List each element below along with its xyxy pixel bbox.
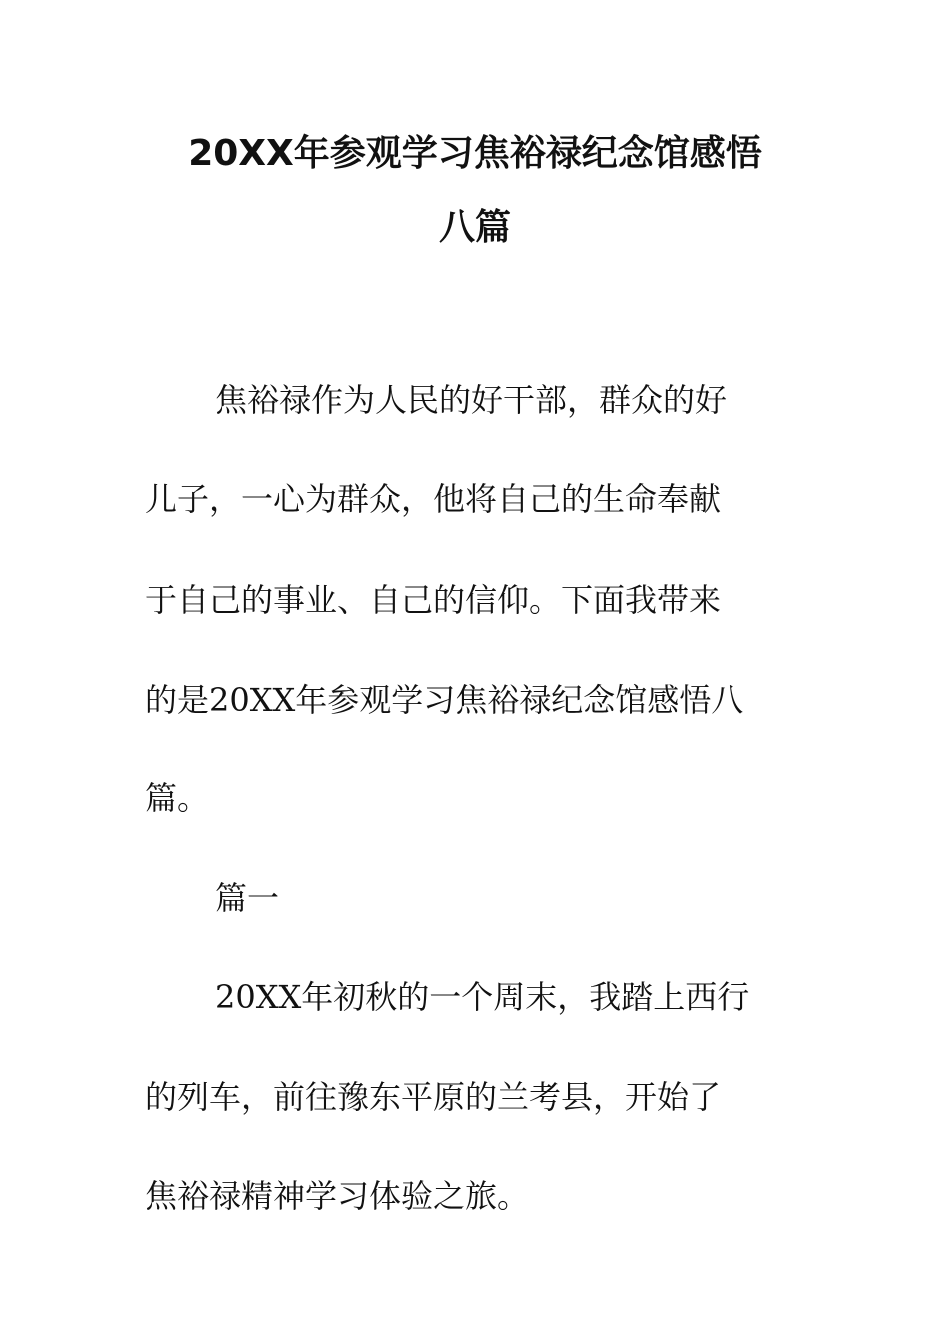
- section-1-line-2: 的列车，前往豫东平原的兰考县，开始了: [145, 1078, 722, 1116]
- section-1-line-1: 20XX年初秋的一个周末，我踏上西行: [215, 978, 750, 1016]
- intro-paragraph-line-3: 于自己的事业、自己的信仰。下面我带来: [145, 581, 722, 619]
- section-heading-1: 篇一: [215, 879, 280, 917]
- intro-paragraph-line-4: 的是20XX年参观学习焦裕禄纪念馆感悟八: [145, 681, 744, 719]
- intro-paragraph-line-2: 儿子，一心为群众，他将自己的生命奉献: [145, 480, 722, 518]
- section-1-line-3: 焦裕禄精神学习体验之旅。: [145, 1177, 530, 1215]
- intro-paragraph-line-5: 篇。: [145, 779, 210, 817]
- intro-paragraph-line-1: 焦裕禄作为人民的好干部，群众的好: [215, 381, 728, 419]
- document-title-line-2: 八篇: [438, 207, 511, 248]
- document-title-line-1: 20XX年参观学习焦裕禄纪念馆感悟: [188, 133, 762, 174]
